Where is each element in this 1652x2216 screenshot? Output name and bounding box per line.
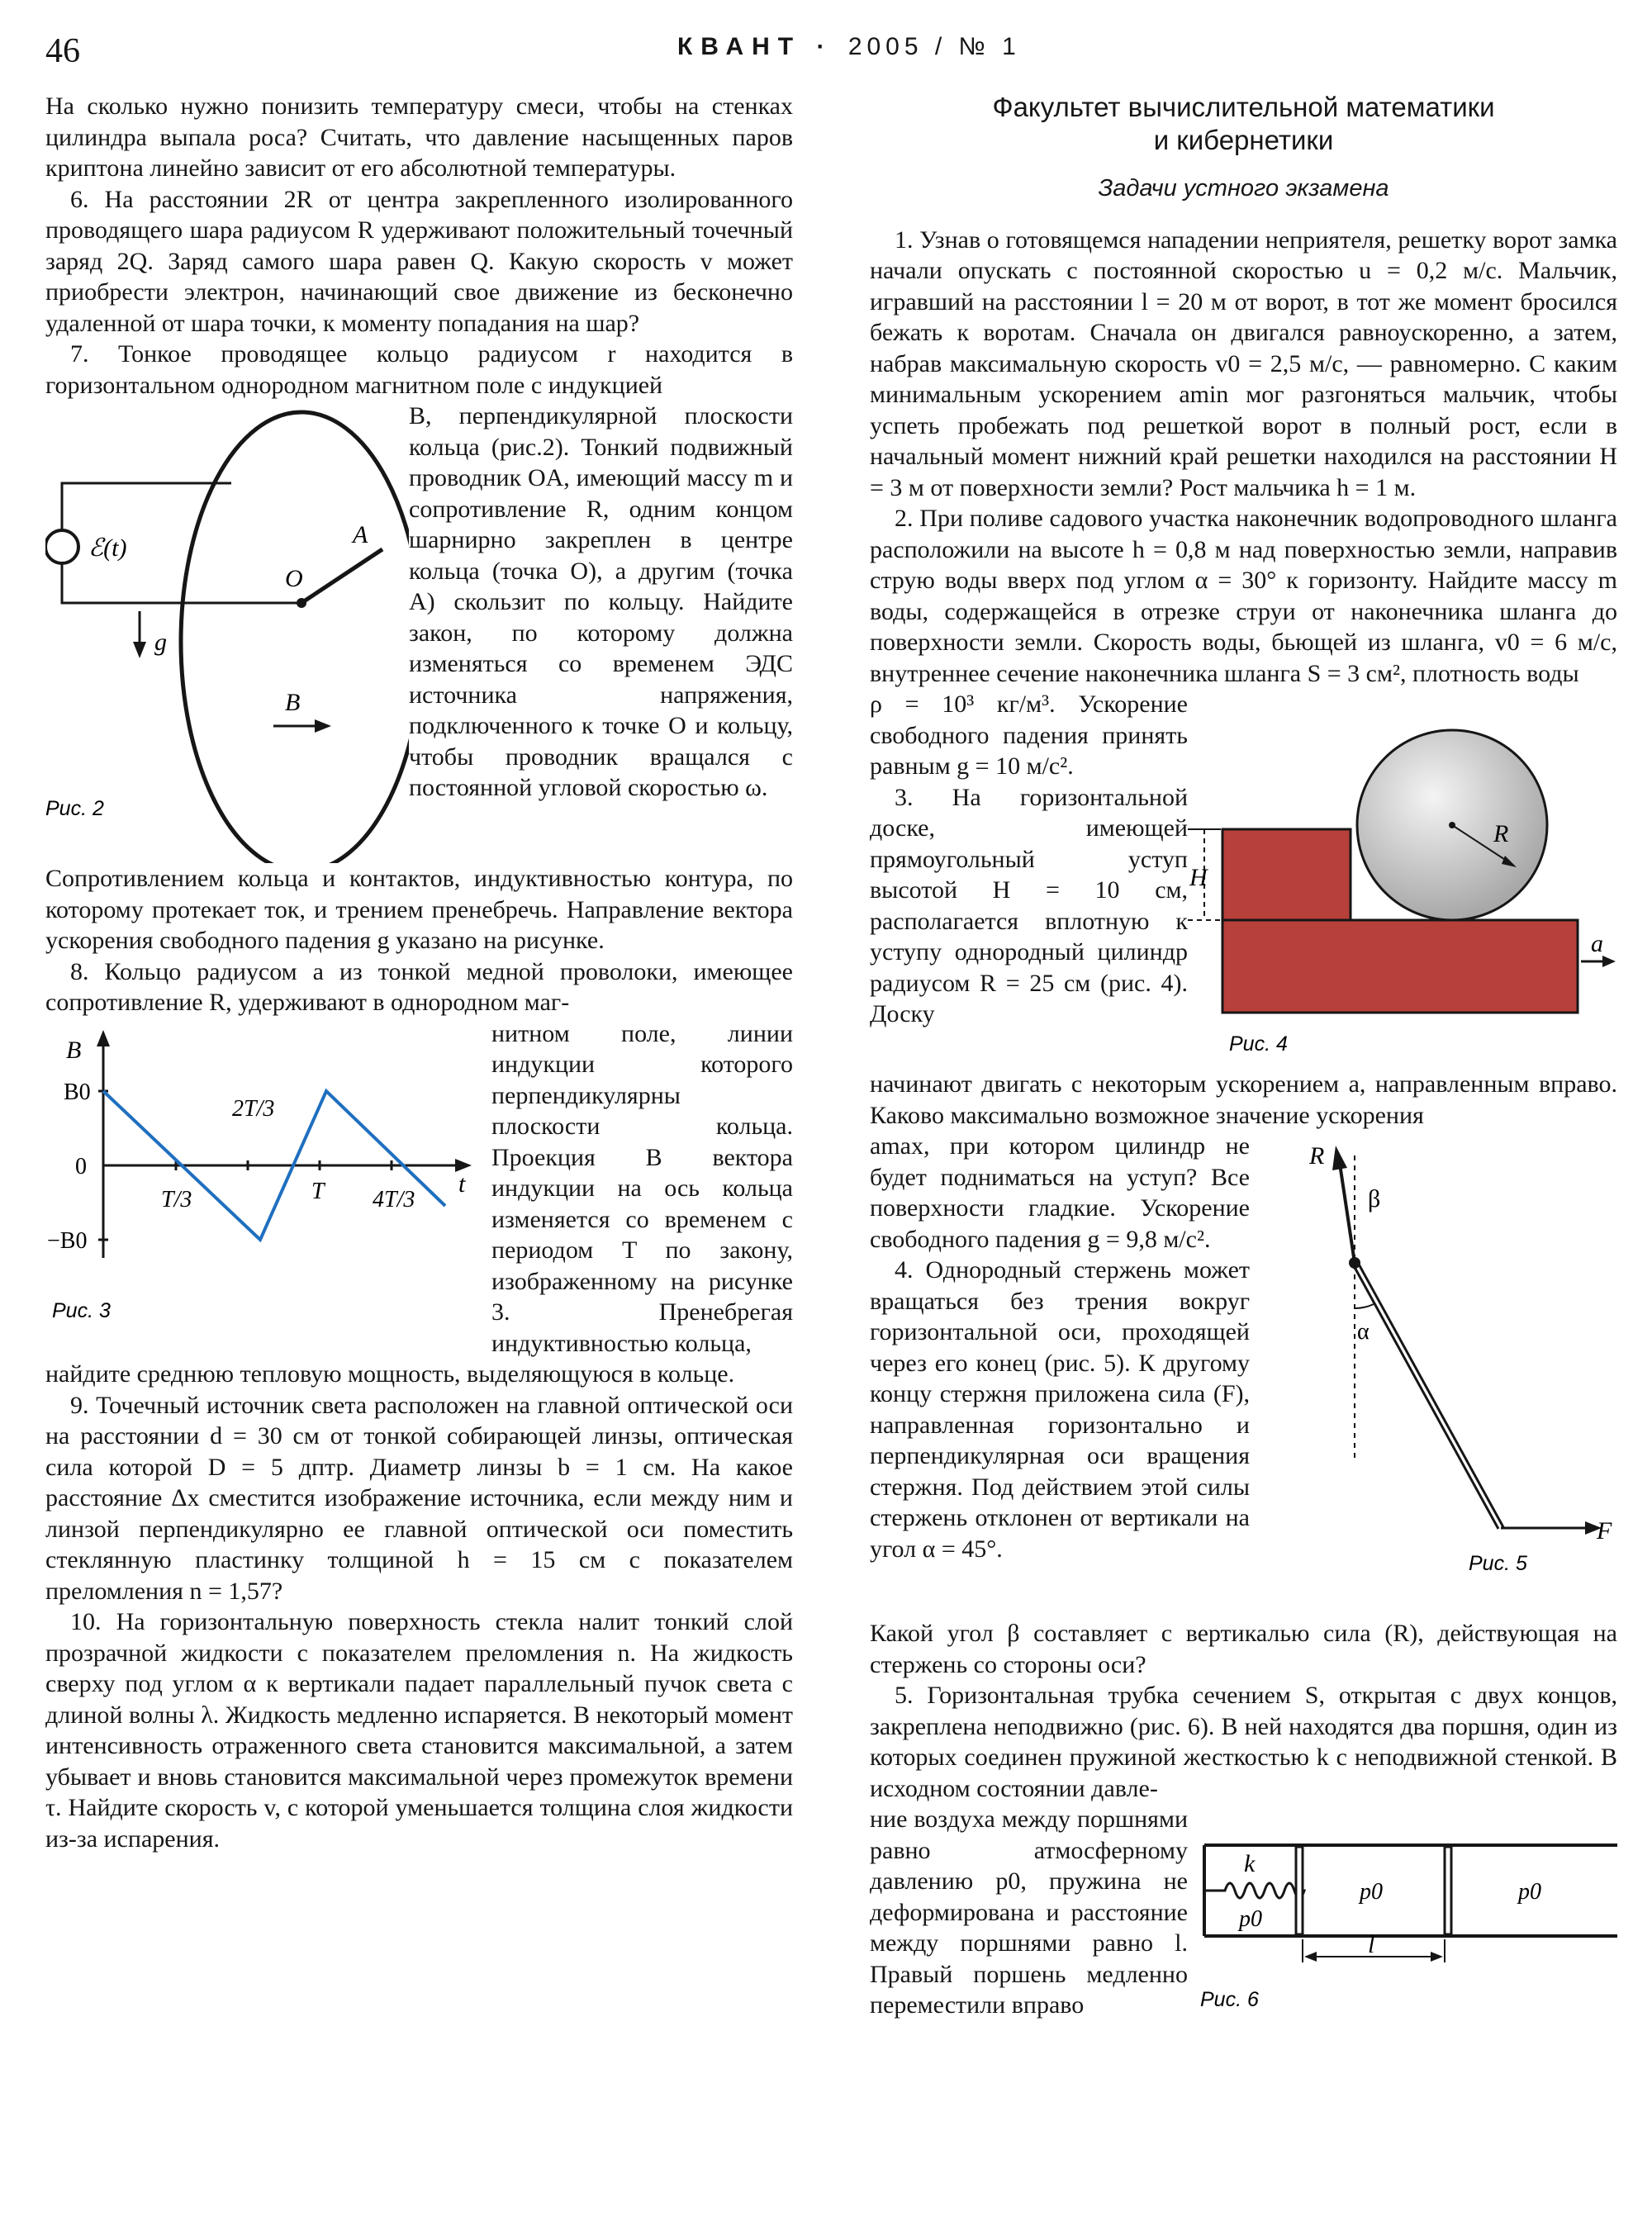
minus-b0-label: −B0 <box>47 1227 88 1254</box>
k-label: k <box>1244 1850 1256 1877</box>
running-header <box>677 33 1021 61</box>
left-column <box>45 91 793 1854</box>
spring-icon <box>1204 1883 1304 1898</box>
problem-r3-end: amax, при котором цилиндр не будет подниматься на уступ? Все поверхности гладкие. Ускорение свободного падения g = 9,8 м/с². <box>870 1132 1250 1253</box>
point-o-label: O <box>285 565 303 592</box>
problem-r3: 3. На горизонтальной доске, имеющей прямоугольный уступ высотой H = 10 см, располагается вплотную к уступу однородный цилиндр радиусом R = 25 см (рис. 4). Доску <box>870 783 1188 1027</box>
board-block <box>1222 920 1578 1013</box>
problem-8-end: найдите среднюю тепловую мощность, выделяющуюся в кольце. <box>45 1360 735 1388</box>
point-a-label: A <box>353 521 368 548</box>
section-subtitle: Задачи устного экзамена <box>1098 175 1389 202</box>
beta-label: β <box>1368 1185 1381 1212</box>
section-title-line-1: Факультет вычислительной математики <box>992 92 1495 122</box>
p0-label-3: p0 <box>1518 1879 1541 1905</box>
figure-6-caption: Рис. 6 <box>1200 1988 1259 2011</box>
figure-4-caption: Рис. 4 <box>1229 1032 1288 1056</box>
figure-4 <box>1188 689 1617 1069</box>
a-label: a <box>1591 930 1603 957</box>
tick-label-t: T <box>311 1178 325 1204</box>
problem-r4: 4. Однородный стержень может вращаться без трения вокруг горизонтальной оси, проходящей через его конец (рис. 5). К другому концу стержня приложена сила (F), направленная горизонтально и перпендикулярная оси вращения стержня. Под действием этой силы стержень отклонен от вертикали на угол α = 45°. <box>870 1256 1250 1563</box>
problem-r5: 5. Горизонтальная трубка сечением S, открытая с двух концов, закреплена неподвижно (рис. 6). В ней находятся два поршня, один из которых соединен пружиной жесткостью k с неподвижной стенкой. В исходном состоянии давле- <box>870 1682 1617 1802</box>
problem-r3-mid: начинают двигать с некоторым ускорением a, направленным вправо. Каково максимально возможное значение ускорения <box>870 1070 1617 1129</box>
l-label: l <box>1368 1931 1375 1958</box>
figure-3 <box>45 1018 491 1353</box>
arrow-right-icon <box>315 719 331 733</box>
right-piston <box>1445 1847 1451 1934</box>
t-axis-label: t <box>458 1170 466 1198</box>
problem-text: На сколько нужно понизить температуру смеси, чтобы на стенках цилиндра выпала роса? Считать, что давление насыщенных паров криптона линейно зависит от его абсолютной температуры. <box>45 93 793 182</box>
figure-5-caption: Рис. 5 <box>1469 1552 1527 1575</box>
problem-6: 6. На расстоянии 2R от центра закрепленного изолированного проводящего шара радиусом R удерживают положительный точечный заряд 2Q. Заряд самого шара равен Q. Какую скорость v может приобрести электрон, начинающий свое движение из бесконечно удаленной от шара точки, к моменту попадания на шар? <box>45 185 793 337</box>
b-axis-label: B <box>66 1036 82 1064</box>
tick-label-4t3: 4T/3 <box>373 1186 415 1212</box>
step-block <box>1222 829 1351 920</box>
figure-6-drawing <box>1188 1804 1617 2052</box>
b-label: B <box>285 689 301 716</box>
figure-2-drawing <box>45 401 409 863</box>
alpha-label: α <box>1357 1319 1370 1345</box>
figure-3-chart <box>45 1018 491 1353</box>
section-title <box>870 91 1617 157</box>
figure-3-caption: Рис. 3 <box>52 1298 111 1322</box>
problem-8-intro: 8. Кольцо радиусом a из тонкой медной проволоки, имеющее сопротивление R, удерживают в однородном маг- <box>45 957 793 1016</box>
r-force-label: R <box>1309 1142 1325 1170</box>
emf-label: ℰ(t) <box>88 534 127 562</box>
right-column <box>870 91 1617 2052</box>
issue-label: 2005 / № 1 <box>847 33 1021 60</box>
problem-8-body: нитном поле, линии индукции которого перпендикулярны плоскости кольца. Проекция B вектора индукции на ось кольца изменяется со временем с периодом T по закону, изображенному на рисунке 3. Пренебрегая индуктивностью кольца, <box>491 1019 793 1357</box>
problem-r5-end: ние воздуха между поршнями равно атмосферному давлению p0, пружина не деформирована и расстояние между поршнями равно l. Правый поршень медленно переместили вправо <box>870 1806 1188 2019</box>
zero-label: 0 <box>75 1153 87 1179</box>
r-label: R <box>1493 820 1509 847</box>
figure-6 <box>1188 1804 1617 2052</box>
problem-r4-end: Какой угол β составляет с вертикалью сила (R), действующая на стержень со стороны оси? <box>870 1620 1617 1678</box>
magazine-title: КВАНТ · <box>677 33 833 60</box>
section-title-line-2: и кибернетики <box>1153 125 1334 155</box>
tick-label-t3: T/3 <box>161 1186 192 1212</box>
problem-10: 10. На горизонтальную поверхность стекла налит тонкий слой прозрачной жидкости с показателем преломления n. На жидкость сверху под углом α к вертикали падает параллельный пучок света с длиной волны λ. Жидкость медленно испаряется. В некоторый момент интенсивность отраженного света становится максимальной, а затем убывает и вновь становится максимальной через промежуток времени τ. Найдите скорость v, с которой уменьшается толщина слоя жидкости из-за испарения. <box>45 1608 793 1853</box>
p0-label-1: p0 <box>1239 1906 1262 1932</box>
arrow-right-icon <box>1602 956 1616 967</box>
b0-label: B0 <box>64 1079 91 1105</box>
figure-2 <box>45 401 409 863</box>
problem-7-intro: 7. Тонкое проводящее кольцо радиусом r находится в горизонтальном однородном магнитном поле с индукцией <box>45 340 793 399</box>
figure-5-drawing <box>1250 1131 1617 1618</box>
tick-label-2t3: 2T/3 <box>232 1095 275 1122</box>
problem-7-body: B, перпендикулярной плоскости кольца (рис.2). Тонкий подвижный проводник OA, имеющий массу m и сопротивление R, одним концом шарнирно закреплен в центре кольца (точка O), а другим (точка A) скользит по кольцу. Найдите закон, по которому должна изменяться со временем ЭДС источника напряжения, подключенного к точке O и кольцу, чтобы проводник вращался с постоянной угловой скоростью ω. <box>409 402 793 801</box>
problem-r1: 1. Узнав о готовящемся нападении неприятеля, решетку ворот замка начали опускать с постоянной скоростью u = 0,2 м/с. Мальчик, игравший на расстоянии l = 20 м от ворот, в тот же момент бросился бежать к воротам. Сначала он двигался равноускоренно, а затем, набрав максимальную скорость v0 = 2,5 м/с, — равномерно. С каким минимальным ускорением amin мог разгоняться мальчик, чтобы успеть пробежать под решеткой ворот в полный рост, если в начальный момент нижний край решетки находился на расстоянии H = 3 м от поверхности земли? Рост мальчика h = 1 м. <box>870 225 1617 501</box>
figure-5 <box>1250 1131 1617 1618</box>
p0-label-2: p0 <box>1360 1879 1383 1905</box>
g-label: g <box>154 629 167 656</box>
problem-r2-end: ρ = 10³ кг/м³. Ускорение свободного падения принять равным g = 10 м/с². <box>870 690 1188 780</box>
arrow-up-icon <box>1332 1146 1347 1170</box>
problem-9: 9. Точечный источник света расположен на главной оптической оси на расстоянии d = 30 см от тонкой собирающей линзы, оптическая сила которой D = 5 дптр. Диаметр линзы b = 1 см. На какое расстояние Δx сместится изображение источника, если между ним и линзой перпендикулярно ее главной оптической оси поместить стеклянную пластинку толщиной h = 15 см с показателем преломления n = 1,57? <box>45 1391 793 1605</box>
arrow-down-icon <box>133 642 146 658</box>
left-piston <box>1296 1847 1303 1934</box>
problem-r2: 2. При поливе садового участка наконечник водопроводного шланга расположили на высоте h = 0,8 м над поверхностью земли, направив струю воды вверх под углом α = 30° к горизонту. Найдите массу m воды, содержащейся в отрезке струи от наконечника шланга до поверхности земли. Скорость воды, бьющей из шланга, v0 = 6 м/с, внутреннее сечение наконечника шланга S = 3 см², плотность воды <box>870 505 1617 687</box>
emf-source-icon <box>45 530 78 563</box>
figure-4-drawing <box>1188 689 1617 1069</box>
page-number: 46 <box>45 32 80 70</box>
figure-2-caption: Рис. 2 <box>45 797 104 820</box>
h-label: H <box>1189 864 1208 891</box>
problem-7-end: Сопротивлением кольца и контактов, индуктивностью контура, по которому протекает ток, и трением пренебречь. Направление вектора ускорения свободного падения g указано на рисунке. <box>45 865 793 954</box>
arrow-up-icon <box>97 1030 110 1046</box>
f-label: F <box>1597 1517 1612 1545</box>
